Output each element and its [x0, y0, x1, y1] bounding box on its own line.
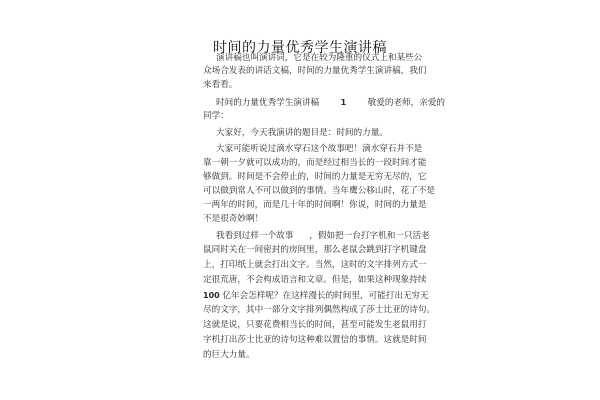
greeting: 敬爱的老师，亲爱的: [367, 98, 446, 108]
section-heading-text: 时间的力量优秀学生演讲稿: [216, 98, 320, 108]
paragraph-line: 尽的文字，其中一部分文字排列偶然构成了莎士比亚的诗句。: [203, 305, 436, 315]
paragraph-text: ，假如把一台打字机和一只活老: [309, 231, 430, 241]
paragraph-line: 不是很奇妙啊！: [203, 214, 264, 224]
document-title: 时间的力量优秀学生演讲稿: [213, 40, 387, 56]
paragraph-line: 可以做到常人不可以做到的事情。当年鹰公移山时，花了不是: [203, 186, 436, 196]
paragraph-line: 够做到。时间是不会停止的，时间的力量是无穷无尽的，它: [203, 172, 427, 182]
paragraph-line: 大家好，今天我演讲的题目是：时间的力量。: [216, 128, 388, 138]
paragraph-line: 鼠同时关在一间密封的房间里，那么老鼠会跳到打字机键盘: [203, 245, 427, 255]
section-heading: [216, 97, 445, 109]
paragraph-line: 靠一朝一夕就可以成功的，而是经过相当长的一段时间才能: [203, 158, 427, 168]
intro-line: 演讲稿也叫演讲词，它是在较为隆重的仪式上和某些公: [216, 53, 423, 63]
greeting-cont: 同学：: [203, 111, 229, 121]
paragraph-line: 定很荒唐，不会构成语言和文章。但是，如果这种现象持续: [203, 275, 427, 285]
section-number: 1: [340, 98, 347, 107]
paragraph-line: 的巨大力量。: [203, 350, 255, 360]
paragraph-line: [216, 231, 430, 242]
paragraph-text: 我看到过样一个故事: [216, 231, 294, 241]
intro-line: 来看看。: [203, 80, 238, 90]
highlighted-number: 100: [203, 291, 220, 300]
paragraph-line: 上，打印纸上就会打出文字。当然，这时的文字排列方式一: [203, 260, 427, 270]
paragraph-line: 这就是说，只要花费相当长的时间，甚至可能发生老鼠用打: [203, 320, 427, 330]
paragraph-line: [203, 290, 429, 302]
paragraph-text: 亿年会怎样呢？在这样漫长的时间里，可能打出无穷无: [222, 291, 429, 301]
paragraph-line: 大家可能听说过滴水穿石这个故事吧！滴水穿石并不是: [216, 144, 423, 154]
intro-line: 众场合发表的讲话文稿，时间的力量优秀学生演讲稿，我们: [203, 66, 427, 76]
paragraph-line: 一两年的时间，而是几十年的时间啊！你说，时间的力量是: [203, 200, 427, 210]
paragraph-line: 字机打出莎士比亚的诗句这种难以置信的事情。这就是时间: [203, 335, 427, 345]
